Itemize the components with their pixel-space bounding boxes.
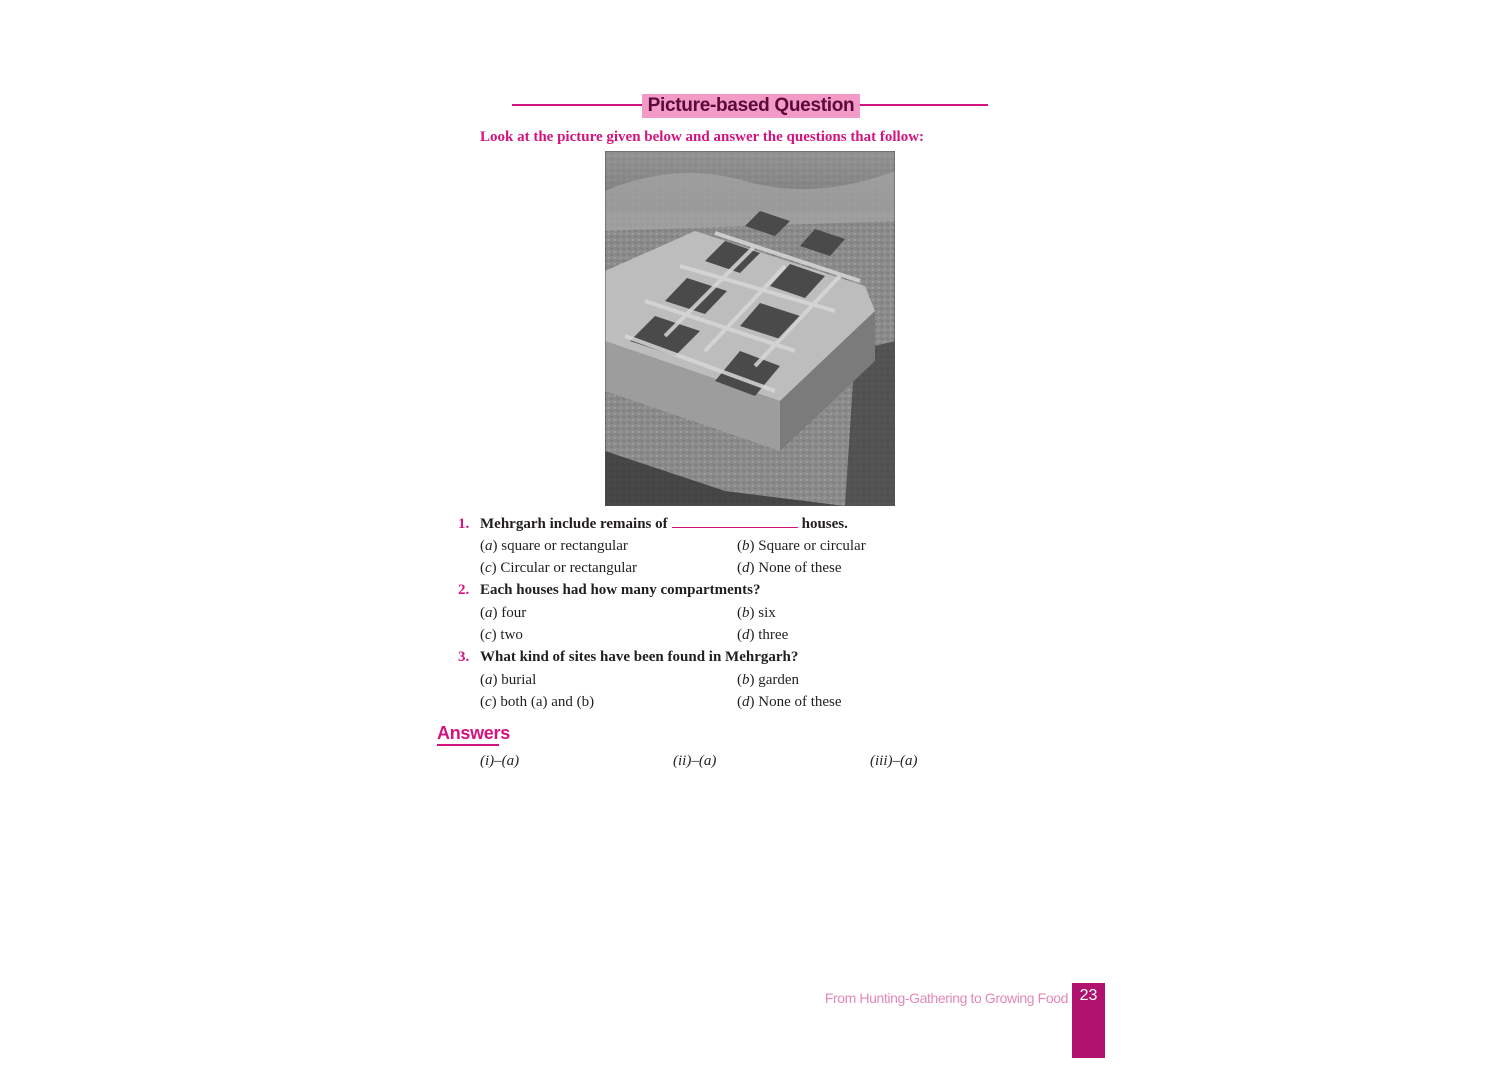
mehrgarh-ruins-photo [605,151,895,506]
banner-rule-right [860,104,988,106]
option-1a: (a) square or rectangular [480,538,628,554]
question-text: Each houses had how many compartments? [480,582,761,598]
question-number: 1. [458,516,470,532]
option-3c: (c) both (a) and (b) [480,694,595,710]
option-3d: (d) None of these [737,694,842,710]
option-3a: (a) burial [480,672,537,688]
question-3 [458,648,798,666]
option-3b: (b) garden [737,672,800,688]
question-text: What kind of sites have been found in Mehrgarh? [480,649,799,665]
answer-2: (ii)–(a) [673,753,717,769]
question-text-end: houses. [801,516,848,532]
question-number: 2. [458,582,470,598]
section-title: Picture-based Question [642,94,860,118]
answer-1: (i)–(a) [480,753,520,769]
question-1 [458,514,848,533]
option-2b: (b) six [737,605,776,621]
instruction-text: Look at the picture given below and answer the questions that follow: [480,129,925,145]
answers-underline [437,744,499,746]
option-1b: (b) Square or circular [737,538,866,554]
answers-heading: Answers [437,723,510,743]
page-number-tab [1072,983,1105,1058]
option-1c: (c) Circular or rectangular [480,560,638,576]
option-1d: (d) None of these [737,560,842,576]
question-number: 3. [458,649,470,665]
page-number: 23 [1079,987,1098,1004]
question-2 [458,581,760,599]
option-2d: (d) three [737,627,789,643]
footer-chapter-title: From Hunting-Gathering to Growing Food [824,990,1068,1006]
answer-3: (iii)–(a) [870,753,918,769]
question-text: Mehrgarh include remains of [480,516,668,532]
option-2a: (a) four [480,605,527,621]
fill-in-blank [672,514,798,528]
banner-rule-left [512,104,642,106]
option-2c: (c) two [480,627,523,643]
